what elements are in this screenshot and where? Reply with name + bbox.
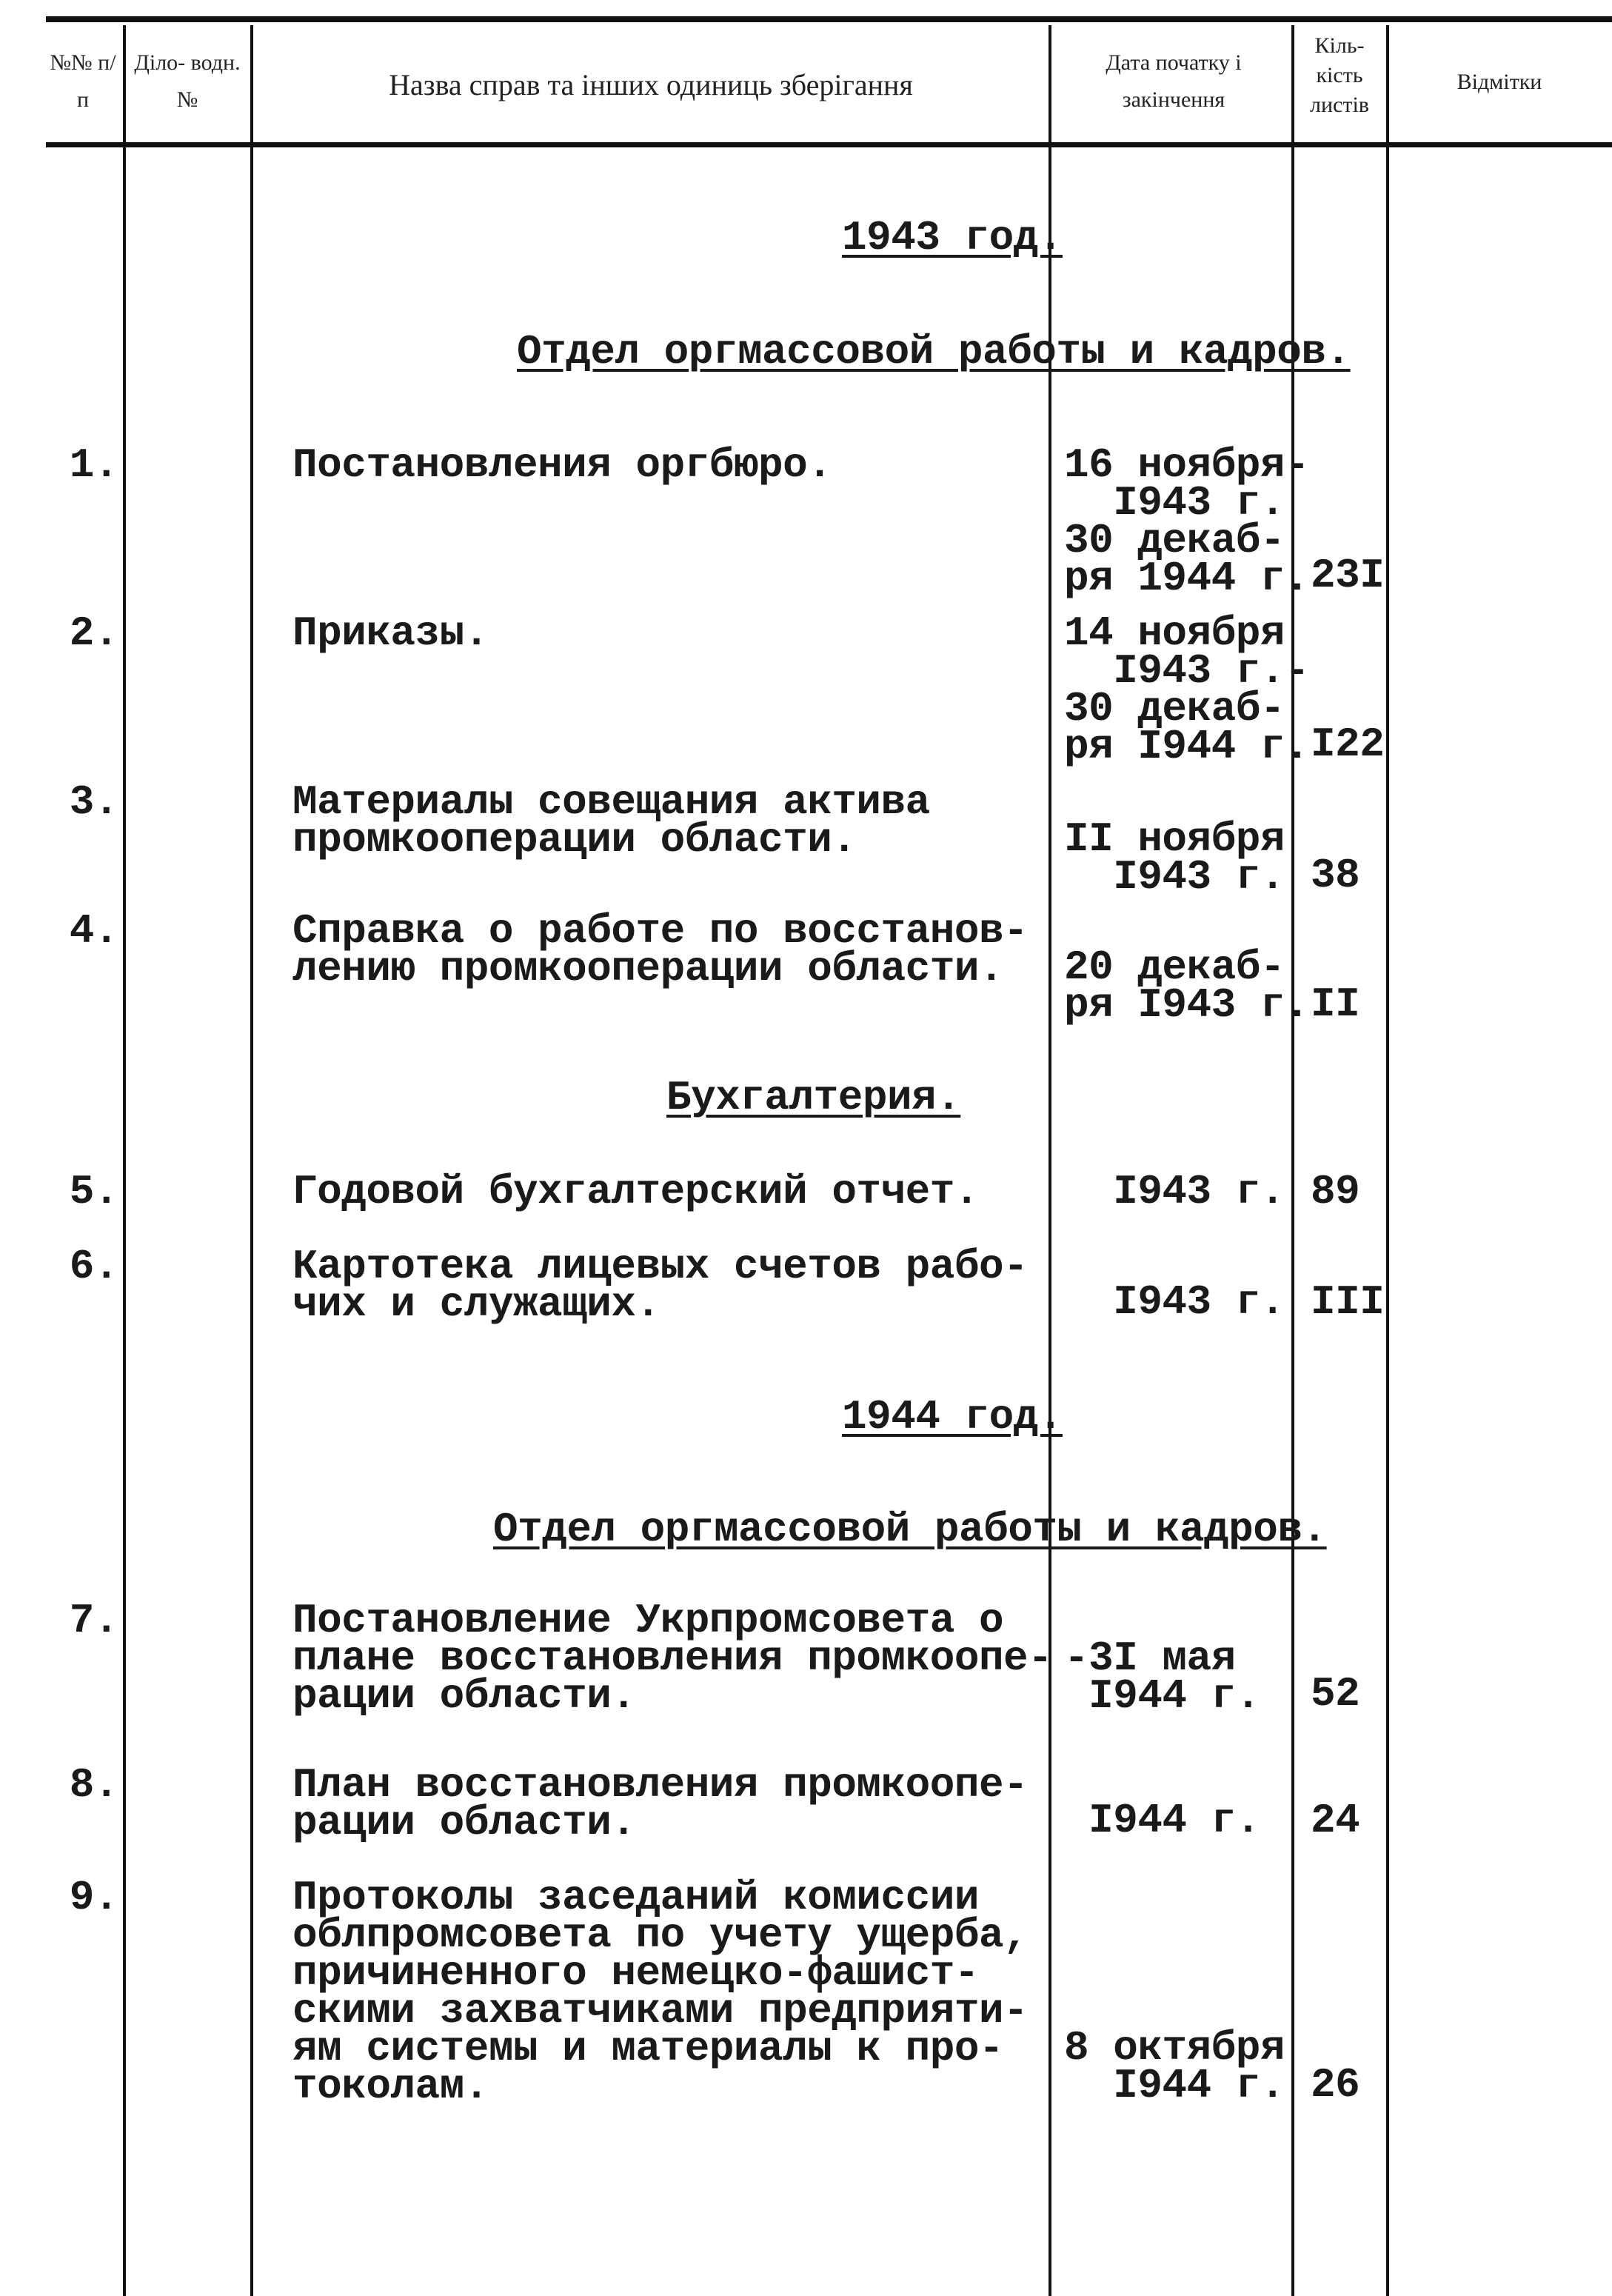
row-sheets: 38 [1311, 852, 1360, 899]
row-dates: 14 ноября I943 г.- 30 декаб- ря I944 г. [1064, 610, 1310, 770]
row-number: 6. [69, 1243, 118, 1290]
section-accounting: Бухгалтерия. [666, 1074, 961, 1121]
row-dates: 20 декаб- ря I943 г. [1064, 944, 1310, 1029]
row-title: Постановление Укрпромсовета о плане восстановления промкоопе- рации области. [292, 1597, 1053, 1720]
row-title: Справка о работе по восстанов- лению промкооперации области. [292, 907, 1029, 992]
section-year-1943: 1943 год. [842, 214, 1063, 261]
row-number: 3. [69, 778, 118, 826]
row-sheets: II [1311, 981, 1360, 1028]
row-number: 9. [69, 1874, 118, 1921]
column-divider [250, 25, 253, 2296]
row-title: Годовой бухгалтерский отчет. [292, 1168, 979, 1215]
row-sheets: 24 [1311, 1797, 1360, 1844]
row-title: Картотека лицевых счетов рабо- чих и служащих. [292, 1243, 1029, 1328]
row-dates: -3I мая I944 г. [1064, 1635, 1260, 1720]
section-dept-1943: Отдел оргмассовой работы и кадров. [517, 328, 1351, 376]
section-year-1944: 1944 год. [842, 1393, 1063, 1441]
row-number: 2. [69, 610, 118, 657]
row-title: Приказы. [292, 610, 489, 657]
row-number: 1. [69, 441, 118, 489]
header-dates: Дата початку і закінчення [1106, 50, 1242, 112]
row-dates: II ноября I943 г. [1064, 815, 1285, 901]
row-title: Протоколы заседаний комиссии облпромсовета по учету ущерба, причиненного немецко-фашист- скими захватчиками предприяти- ям системы и материалы к про- токолам. [292, 1874, 1029, 2110]
column-divider [123, 25, 126, 2296]
row-sheets: I22 [1311, 721, 1385, 768]
row-dates: I943 г. [1064, 1168, 1285, 1215]
row-number: 7. [69, 1597, 118, 1644]
row-dates: I943 г. [1064, 1278, 1285, 1326]
column-divider [1386, 25, 1389, 2296]
row-title: План восстановления промкоопе- рации области. [292, 1761, 1029, 1846]
top-rule [46, 16, 1612, 22]
row-title: Постановления оргбюро. [292, 441, 832, 489]
header-sheets: Кіль- кість листів [1310, 33, 1369, 117]
row-sheets: 89 [1311, 1168, 1360, 1215]
row-dates: I944 г. [1064, 1797, 1260, 1844]
section-dept-1944: Отдел оргмассовой работы и кадров. [493, 1506, 1327, 1553]
header-title: Назва справ та інших одиниць зберігання [389, 68, 913, 101]
row-sheets: 52 [1311, 1670, 1360, 1718]
header-num: №№ п/п [50, 50, 116, 112]
header-notes: Відмітки [1457, 70, 1542, 94]
header-bottom-rule [46, 142, 1612, 147]
row-number: 5. [69, 1168, 118, 1215]
row-title: Материалы совещания актива промкооперации области. [292, 778, 930, 864]
row-sheets: 23I [1311, 552, 1385, 599]
row-dates: 8 октября I944 г. [1064, 2024, 1285, 2109]
row-sheets: III [1311, 1278, 1385, 1326]
row-dates: 16 ноября- I943 г. 30 декаб- ря 1944 г. [1064, 441, 1310, 602]
row-sheets: 26 [1311, 2061, 1360, 2109]
header-office-num: Діло- водн. № [134, 50, 241, 112]
row-number: 8. [69, 1761, 118, 1809]
row-number: 4. [69, 907, 118, 955]
